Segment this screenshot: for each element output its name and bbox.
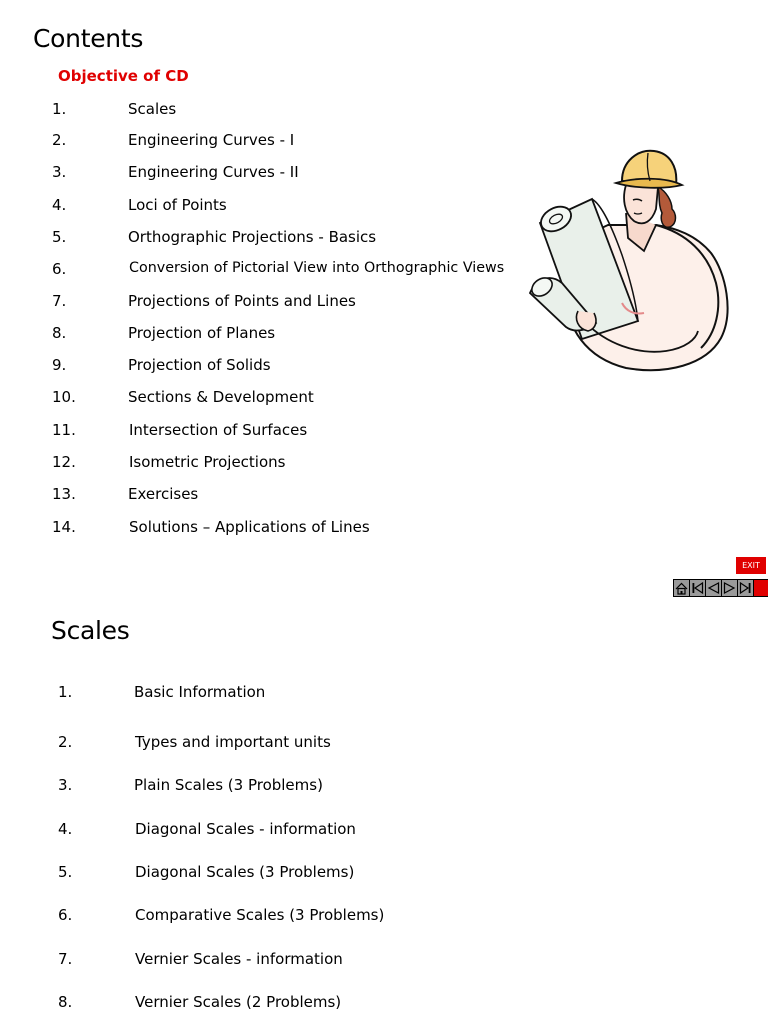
item-number: 7.	[52, 292, 67, 310]
item-label: Plain Scales (3 Problems)	[134, 776, 323, 794]
item-label: Sections & Development	[128, 388, 314, 406]
next-icon[interactable]	[722, 580, 738, 596]
item-number: 1.	[58, 683, 73, 701]
exit-button[interactable]: EXIT	[736, 557, 766, 574]
item-label: Exercises	[128, 485, 199, 503]
item-number: 2.	[52, 131, 67, 149]
item-number: 13.	[52, 485, 76, 503]
item-number: 1.	[52, 100, 67, 118]
previous-icon[interactable]	[706, 580, 722, 596]
item-label: Loci of Points	[128, 196, 227, 214]
item-label: Types and important units	[135, 733, 331, 751]
engineer-clipart	[526, 143, 732, 379]
item-number: 12.	[52, 453, 76, 471]
item-number: 10.	[52, 388, 76, 406]
item-number: 3.	[58, 776, 73, 794]
item-label: Scales	[128, 100, 177, 118]
stop-icon[interactable]	[754, 580, 768, 596]
contents-title: Contents	[33, 24, 144, 53]
item-label: Engineering Curves - I	[128, 131, 295, 149]
item-label: Engineering Curves - II	[128, 163, 299, 181]
item-number: 4.	[58, 820, 73, 838]
item-number: 5.	[58, 863, 73, 881]
item-number: 9.	[52, 356, 67, 374]
item-label: Projections of Points and Lines	[128, 292, 356, 310]
first-icon[interactable]	[690, 580, 706, 596]
item-number: 3.	[52, 163, 67, 181]
item-label: Projection of Solids	[128, 356, 271, 374]
item-number: 11.	[52, 421, 76, 439]
objective-link[interactable]: Objective of CD	[58, 67, 189, 85]
item-number: 6.	[58, 906, 73, 924]
item-label: Vernier Scales - information	[135, 950, 343, 968]
item-label: Projection of Planes	[128, 324, 276, 342]
slide-nav-bar	[673, 579, 768, 597]
item-number: 8.	[52, 324, 67, 342]
item-number: 7.	[58, 950, 73, 968]
item-number: 14.	[52, 518, 76, 536]
home-icon[interactable]	[674, 580, 690, 596]
item-label: Orthographic Projections - Basics	[128, 228, 377, 246]
item-label: Isometric Projections	[129, 453, 286, 471]
last-icon[interactable]	[738, 580, 754, 596]
item-number: 8.	[58, 993, 73, 1011]
item-number: 6.	[52, 260, 67, 278]
item-number: 4.	[52, 196, 67, 214]
item-number: 5.	[52, 228, 67, 246]
scales-title: Scales	[51, 616, 130, 645]
item-label: Vernier Scales (2 Problems)	[135, 993, 342, 1011]
item-label: Solutions – Applications of Lines	[129, 518, 370, 536]
item-label: Basic Information	[134, 683, 266, 701]
item-label: Diagonal Scales (3 Problems)	[135, 863, 355, 881]
item-number: 2.	[58, 733, 73, 751]
item-label: Intersection of Surfaces	[129, 421, 308, 439]
item-label: Conversion of Pictorial View into Orthographic Views	[129, 260, 505, 276]
item-label: Comparative Scales (3 Problems)	[135, 906, 385, 924]
item-label: Diagonal Scales - information	[135, 820, 356, 838]
